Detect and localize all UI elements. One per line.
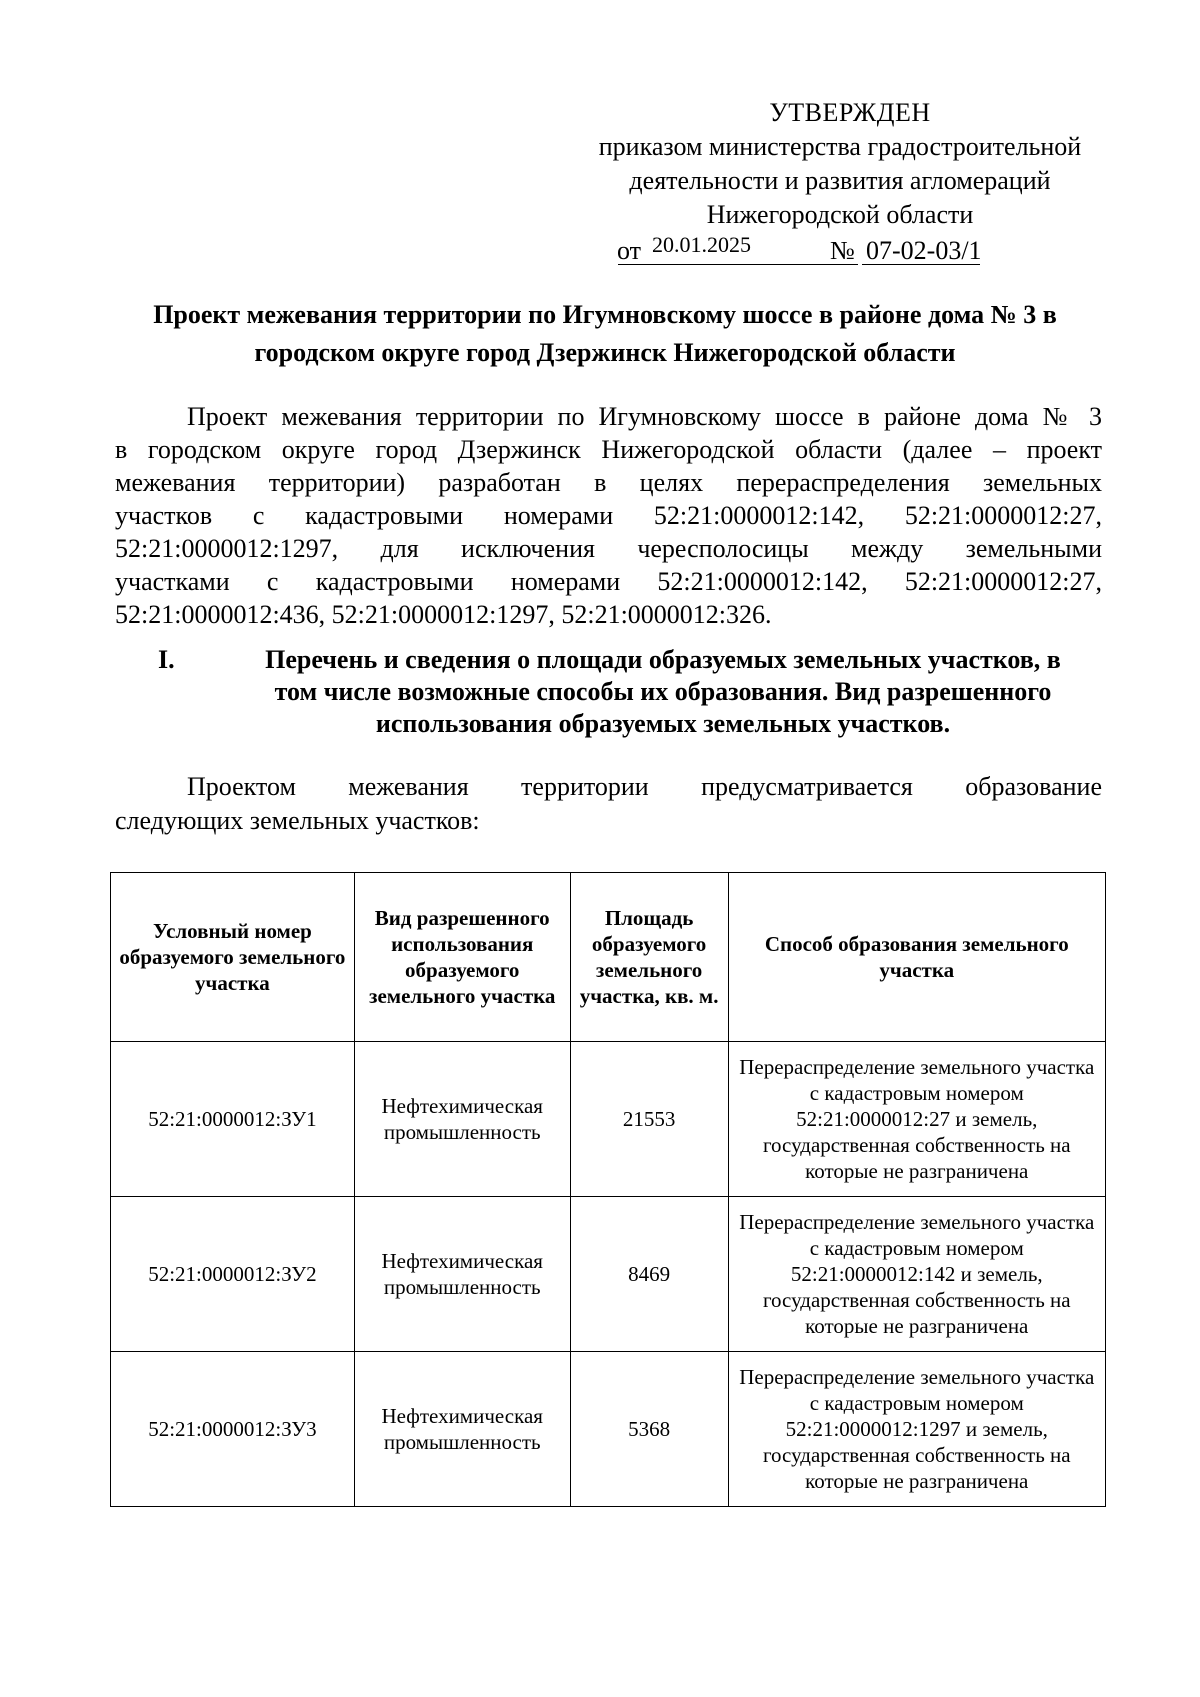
document-title [110, 296, 1100, 372]
intro-paragraph [115, 400, 1102, 631]
land-plots-table [110, 872, 1106, 1507]
table-row [111, 1352, 1106, 1507]
plot-number-cell: 52:21:0000012:ЗУ3 [111, 1352, 355, 1507]
intro-line: 52:21:0000012:436, 52:21:0000012:1297, 52:21:0000012:326. [115, 600, 772, 629]
order-date-underline [618, 264, 858, 265]
plot-number-cell: 52:21:0000012:ЗУ1 [111, 1042, 355, 1197]
table-header-row [111, 873, 1106, 1042]
intro-line: участков с кадастровыми номерами 52:21:0000012:142, 52:21:0000012:27, [115, 501, 1102, 530]
column-header-area: Площадь образуемого земельного участка, кв. м. [570, 873, 728, 1042]
section-numeral: I. [158, 645, 175, 674]
formation-method-cell: Перераспределение земельного участка с кадастровым номером 52:21:0000012:27 и земель, государственная собственность на которые не разграничена [728, 1042, 1105, 1197]
intro-line: 52:21:0000012:1297, для исключения чересполосицы между земельными [115, 534, 1102, 563]
formation-method-cell: Перераспределение земельного участка с кадастровым номером 52:21:0000012:142 и земель, государственная собственность на которые не разграничена [728, 1197, 1105, 1352]
order-from-label: от [617, 236, 642, 265]
section-heading-text [228, 644, 1098, 740]
section-heading-line-1: Перечень и сведения о площади образуемых земельных участков, в [265, 645, 1061, 674]
order-date: 20.01.2025 [652, 232, 751, 257]
approval-line-3: Нижегородской области [706, 200, 974, 229]
sub-paragraph [115, 770, 1102, 838]
column-header-plot-number: Условный номер образуемого земельного участка [111, 873, 355, 1042]
intro-line: Проект межевания территории по Игумновскому шоссе в районе дома № 3 [187, 402, 1102, 431]
column-header-permitted-use: Вид разрешенного использования образуемого земельного участка [354, 873, 570, 1042]
area-cell: 8469 [570, 1197, 728, 1352]
approval-heading: УТВЕРЖДЕН [769, 98, 931, 127]
order-number-underline [862, 264, 980, 265]
table-row [111, 1197, 1106, 1352]
intro-line: межевания территории) разработан в целях перераспределения земельных [115, 468, 1102, 497]
approval-line-1: приказом министерства градостроительной [598, 132, 1082, 161]
permitted-use-cell: Нефтехимическая промышленность [354, 1042, 570, 1197]
area-cell: 21553 [570, 1042, 728, 1197]
order-number-label: № [830, 236, 855, 265]
intro-line: участками с кадастровыми номерами 52:21:0000012:142, 52:21:0000012:27, [115, 567, 1102, 596]
permitted-use-cell: Нефтехимическая промышленность [354, 1197, 570, 1352]
sub-line-2: следующих земельных участков: [115, 806, 480, 835]
order-details [560, 232, 1120, 268]
sub-line-1: Проектом межевания территории предусматривается образование [187, 772, 1102, 801]
plot-number-cell: 52:21:0000012:ЗУ2 [111, 1197, 355, 1352]
document-title-line-2: городском округе город Дзержинск Нижегородской области [254, 338, 956, 367]
approval-line-2: деятельности и развития агломераций [629, 166, 1051, 195]
table-row [111, 1042, 1106, 1197]
section-heading-line-2: том числе возможные способы их образования. Вид разрешенного [274, 677, 1052, 706]
order-number: 07-02-03/1 [866, 236, 982, 265]
formation-method-cell: Перераспределение земельного участка с кадастровым номером 52:21:0000012:1297 и земель, государственная собственность на которые не разграничена [728, 1352, 1105, 1507]
permitted-use-cell: Нефтехимическая промышленность [354, 1352, 570, 1507]
document-title-line-1: Проект межевания территории по Игумновскому шоссе в районе дома № 3 в [153, 300, 1057, 329]
section-heading-line-3: использования образуемых земельных участков. [375, 709, 951, 738]
area-cell: 5368 [570, 1352, 728, 1507]
intro-line: в городском округе город Дзержинск Нижегородской области (далее – проект [115, 435, 1102, 464]
approval-block [560, 96, 1120, 268]
column-header-formation-method: Способ образования земельного участка [728, 873, 1105, 1042]
